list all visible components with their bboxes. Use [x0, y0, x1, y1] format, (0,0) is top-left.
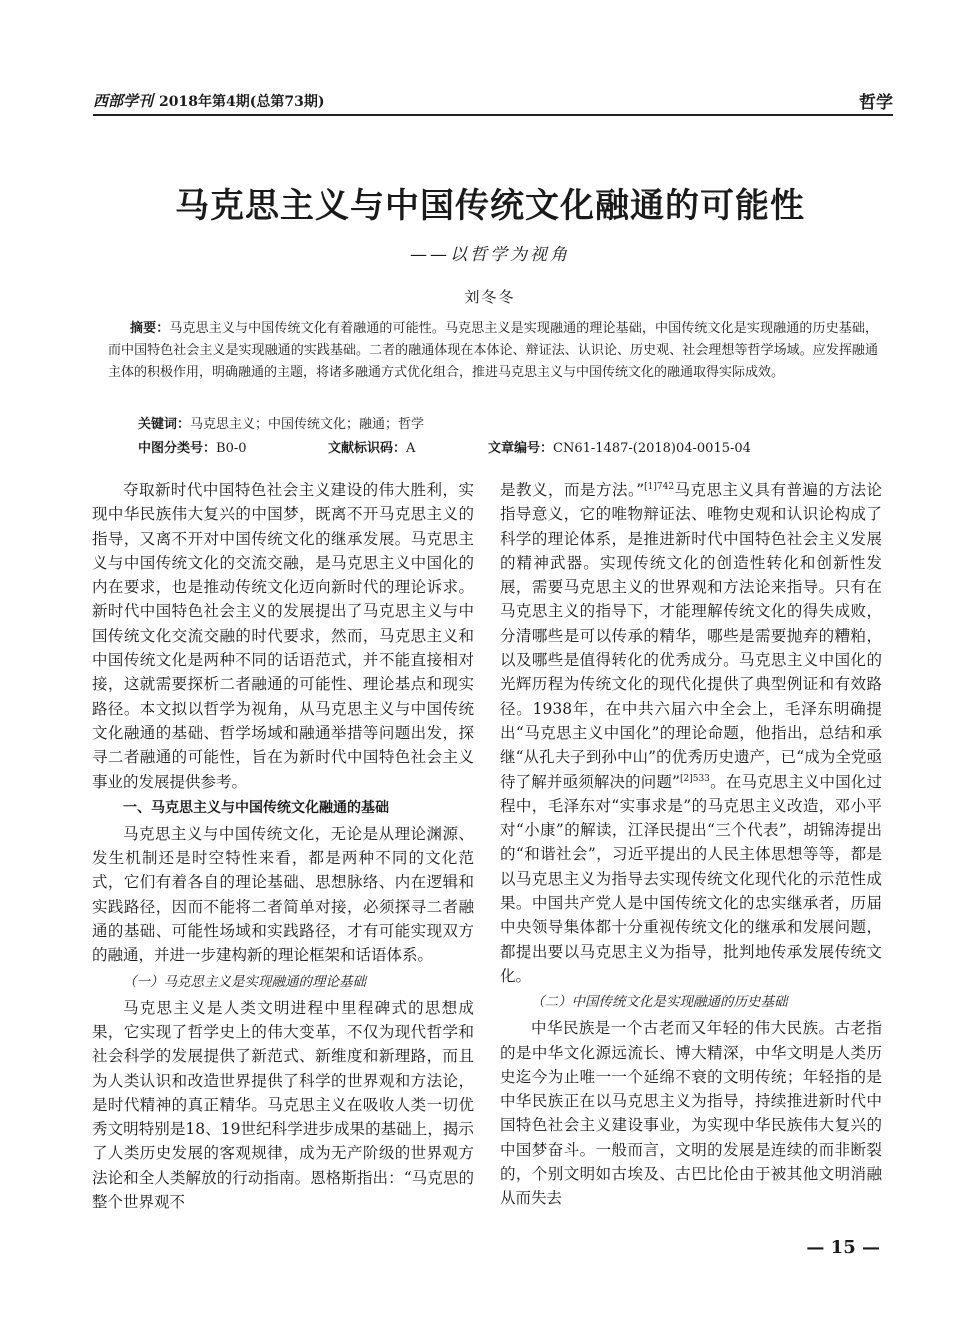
abstract: [108, 318, 878, 384]
keywords-text: 马克思主义；中国传统文化；融通；哲学: [190, 417, 425, 432]
journal-logo: 西部学刊: [93, 92, 154, 110]
subsection1-paragraph: 马克思主义是人类文明进程中里程碑式的思想成果，它实现了哲学史上的伟大变革，不仅为现代哲学和社会科学的发展提供了新范式、新维度和新理路，而且为人类认识和改造世界提供了科学的世界观和方法论，是时代精神的真正精华。马克思主义在吸收人类一切优秀文明特别是18、19世纪科学进步成果的基础上，揭示了人类历史发展的客观规律，成为无产阶级的世界观方法论和全人类解放的行动指南。恩格斯指出：“马克思的整个世界观不: [92, 998, 474, 1212]
subsection2-paragraph: 中华民族是一个古老而又年轻的伟大民族。古老指的是中华文化源远流长、博大精深，中华文明是人类历史迄今为止唯一一个延绵不衰的文明传统；年轻指的是中华民族正在以马克思主义为指导，持续推进新时代中国特色社会主义建设事业，为实现中华民族伟大复兴的中国梦奋斗。一般而言，文明的发展是连续的而非断裂的，个别文明如古埃及、古巴比伦由于被其他文明消融从而失去: [500, 1019, 882, 1208]
clc-label: 中图分类号：: [138, 441, 217, 456]
continued-text-a: 是教义，而是方法。”: [500, 481, 645, 499]
clc-cell: [138, 438, 328, 460]
abstract-label: 摘要：: [130, 321, 170, 336]
intro-paragraph: 夺取新时代中国特色社会主义建设的伟大胜利，实现中华民族伟大复兴的中国梦，既离不开马克思主义的指导，又离不开对中国传统文化的继承发展。马克思主义与中国传统文化的交流交融，是马克思主义中国化的内在要求，也是推动传统文化迈向新时代的理论诉求。新时代中国特色社会主义的发展提出了马克思主义与中国传统文化交流交融的时代要求，然而，马克思主义和中国传统文化是两种不同的话语范式，并不能直接相对接，这就需要探析二者融通的可能性、理论基点和现实路径。本文拟以哲学为视角，从马克思主义与中国传统文化融通的基础、哲学场域和融通举措等问题出发，探寻二者融通的可能性，旨在为新时代中国特色社会主义事业的发展提供参考。: [92, 481, 474, 791]
keywords-label: 关键词：: [138, 417, 191, 432]
clc-value: B0-0: [216, 441, 247, 456]
continued-text-b: 马克思主义具有普遍的方法论指导意义，它的唯物辩证法、唯物史观和认识论构成了科学的理论体系，是推进新时代中国特色社会主义发展的精神武器。实现传统文化的创造性转化和创新性发展，需要马克思主义的世界观和方法论来指导。只有在马克思主义的指导下，才能理解传统文化的得失成败，分清哪些是可以传承的精华，哪些是需要抛弃的糟粕，以及哪些是值得转化的优秀成分。马克思主义中国化的光辉历程为传统文化的现代化提供了典型例证和有效路径。1938年，在中共六届六中全会上，毛泽东明确提出“马克思主义中国化”的理论命题，他指出，总结和承继“从孔夫子到孙中山”的优秀历史遗产，已“成为全党亟待了解并亟须解决的问题”: [500, 481, 882, 791]
subsection-heading-1: （一）马克思主义是实现融通的理论基础: [123, 973, 366, 990]
section-label: 哲学: [859, 93, 893, 113]
citation-2: [2]533: [679, 773, 710, 784]
section-heading-1: 一、马克思主义与中国传统文化融通的基础: [123, 799, 389, 816]
article-subtitle: ——以哲学为视角: [410, 245, 570, 265]
article-number-cell: [488, 438, 751, 460]
classification-row: [108, 438, 908, 460]
subsection-heading-2: （二）中国传统文化是实现融通的历史基础: [531, 994, 788, 1011]
right-column: [500, 478, 882, 1211]
running-header: [93, 86, 893, 116]
left-column: [92, 478, 474, 1214]
keywords: [108, 414, 908, 436]
section1-paragraph: 马克思主义与中国传统文化，无论是从理论渊源、发生机制还是时空特性来看，都是两种不同的文化范式，它们有着各自的理论基础、思想脉络、内在逻辑和实践路径，因而不能将二者简单对接，必须探寻二者融通的基础、可能性场域和实践路径，才有可能实现双方的融通，并进一步建构新的理论框架和话语体系。: [92, 824, 474, 965]
journal-issue: [93, 90, 324, 111]
doc-code-value: A: [406, 441, 416, 456]
continued-paragraph: [500, 478, 882, 988]
issue-text: 2018年第4期(总第73期): [159, 94, 325, 110]
article-number-value: CN61-1487-(2018)04-0015-04: [553, 441, 751, 456]
continued-text-c: 。在马克思主义中国化过程中，毛泽东对“实事求是”的马克思主义改造，邓小平对“小康”的解读，江泽民提出“三个代表”，胡锦涛提出的“和谐社会”，习近平提出的人民主体思想等等，都是以马克思主义为指导去实现传统文化现代化的示范性成果。中国共产党人是中国传统文化的忠实继承者，历届中央领导集体都十分重视传统文化的继承和发展问题，都提出要以马克思主义为指导，批判地传承发展传统文化。: [500, 772, 882, 985]
article-number-label: 文章编号：: [488, 441, 554, 456]
header-rule: [93, 114, 893, 116]
citation-1: [1]742: [644, 481, 675, 492]
doc-code-label: 文献标识码：: [328, 441, 407, 456]
doc-code-cell: [328, 438, 488, 460]
author-name: 刘冬冬: [464, 288, 516, 306]
abstract-text: 马克思主义与中国传统文化有着融通的可能性。马克思主义是实现融通的理论基础，中国传统文化是实现融通的历史基础，而中国特色社会主义是实现融通的实践基础。二者的融通体现在本体论、辩证法、认识论、历史观、社会理想等哲学场域。应发挥融通主体的积极作用，明确融通的主题，将诸多融通方式优化组合，推进马克思主义与中国传统文化的融通取得实际成效。: [108, 321, 878, 380]
page-number: — 15 —: [806, 1237, 880, 1258]
article-title: 马克思主义与中国传统文化融通的可能性: [175, 186, 805, 226]
